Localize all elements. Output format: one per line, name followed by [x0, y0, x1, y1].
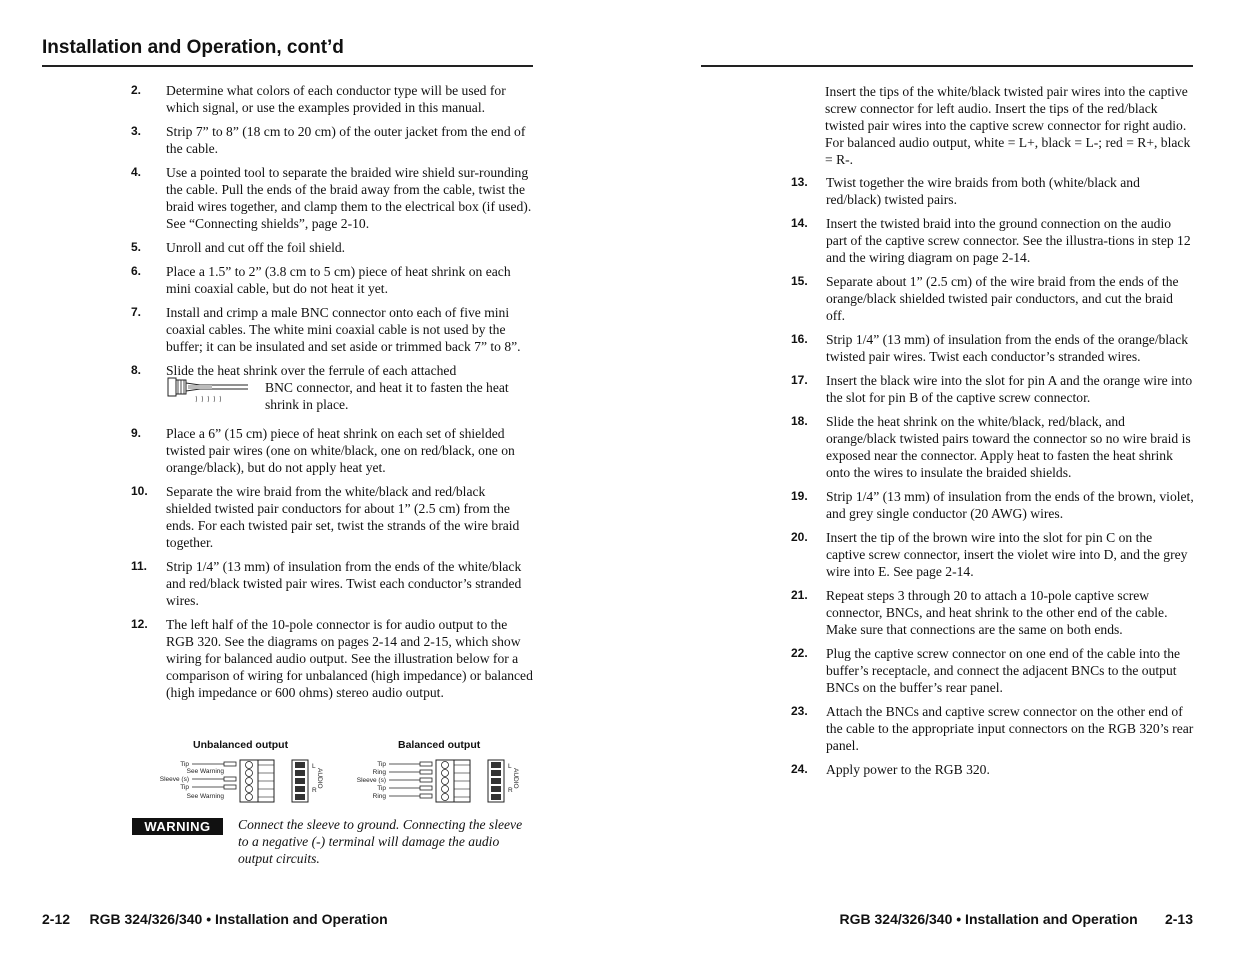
list-item: [791, 645, 1194, 696]
footer-left: [42, 911, 388, 927]
unbalanced-label: See Warning: [186, 793, 224, 800]
step-number: 15.: [791, 274, 808, 288]
channel-label: R: [312, 787, 317, 794]
step-text: Separate the wire braid from the white/black and red/black shielded twisted pair conductors for about 1” (2.5 cm) from the ends. For each twisted pair set, twist the strands of the wire braid together.: [166, 484, 520, 550]
step-number: 19.: [791, 489, 808, 503]
step-number: 22.: [791, 646, 808, 660]
step-number: 4.: [131, 165, 142, 179]
bnc-connector-heat-shrink-icon: [166, 374, 248, 404]
audio-label: AUDIO: [316, 768, 323, 789]
step-text: Attach the BNCs and captive screw connector on the other end of the cable to the appropriate input connectors on the RGB 320’s rear panel.: [826, 704, 1194, 753]
balanced-label: Sleeve (s): [356, 777, 386, 784]
step-number: 2.: [131, 83, 142, 97]
step-text: Strip 1/4” (13 mm) of insulation from the ends of the orange/black twisted pair wires. Twist each conductor’s stranded wires.: [826, 332, 1189, 364]
channel-label: R: [508, 787, 513, 794]
list-item: [131, 616, 534, 701]
right-steps-list: [791, 174, 1194, 785]
list-item: [131, 425, 534, 476]
step-number: 11.: [131, 559, 148, 573]
channel-label: L: [312, 763, 316, 770]
step-number: 18.: [791, 414, 808, 428]
step8-block: [166, 362, 534, 418]
step-number: 3.: [131, 124, 142, 138]
balanced-diagram: [357, 760, 519, 802]
step-number: 24.: [791, 762, 808, 776]
list-item: [791, 273, 1194, 324]
list-item: [131, 483, 534, 551]
step12-continuation: Insert the tips of the white/black twisted pair wires into the captive screw connector for left audio. Insert the tips of the red/black twisted pair wires into the captive screw connector for right audio. For balanced audio output, white = L+, black = L-; red = R+, black = R-.: [825, 84, 1191, 167]
step-number: 14.: [791, 216, 808, 230]
step-text: Place a 1.5” to 2” (3.8 cm to 5 cm) piece of heat shrink on each mini coaxial cable, but do not heat it yet.: [166, 264, 511, 296]
list-item: [791, 488, 1194, 522]
step-number: 23.: [791, 704, 808, 718]
step-text: Unroll and cut off the foil shield.: [166, 240, 346, 255]
page-number: 2-13: [1164, 911, 1193, 927]
step-text: Apply power to the RGB 320.: [826, 762, 990, 777]
step-number: 12.: [131, 617, 148, 631]
step-text: Insert the tip of the brown wire into the slot for pin C on the captive screw connector, insert the violet wire into D, and the grey wire into E. See page 2-14.: [826, 530, 1188, 579]
footer-right: [840, 911, 1193, 927]
audio-wiring-diagrams: [158, 738, 538, 808]
list-item: [131, 362, 534, 418]
list-item: [791, 215, 1194, 266]
footer-title: RGB 324/326/340 • Installation and Operation: [89, 911, 388, 927]
list-item: [131, 558, 534, 609]
audio-label: AUDIO: [512, 768, 519, 789]
step-number: 21.: [791, 588, 808, 602]
step-text: Slide the heat shrink on the white/black, red/black, and orange/black twisted pairs toward the connector so no wire braid is exposed near the connector. Apply heat to fasten the heat shrink onto the wires to insulate the braided shields.: [826, 414, 1191, 480]
step-text: Plug the captive screw connector on one end of the cable into the buffer’s receptacle, and connect the adjacent BNCs to the output BNCs on the buffer’s rear panel.: [826, 646, 1181, 695]
step-text: Strip 7” to 8” (18 cm to 20 cm) of the outer jacket from the end of the cable.: [166, 124, 526, 156]
list-item: [791, 174, 1194, 208]
step-text: Separate about 1” (2.5 cm) of the wire braid from the ends of the orange/black shielded twisted pair conductors, and cut the braid off.: [826, 274, 1179, 323]
balanced-label: Ring: [372, 793, 386, 800]
step-number: 7.: [131, 305, 142, 319]
footer-title: RGB 324/326/340 • Installation and Operation: [839, 911, 1138, 927]
step-text: Insert the twisted braid into the ground connection on the audio part of the captive screw connector. See the illustra-tions in step 12 and the wiring diagram on page 2-14.: [826, 216, 1191, 265]
page-number: 2-12: [42, 911, 71, 927]
step-number: 17.: [791, 373, 808, 387]
step-text: The left half of the 10-pole connector is for audio output to the RGB 320. See the diagrams on pages 2-14 and 2-15, which show wiring for balanced audio output. See the illustration below for a comparison of wiring for unbalanced (high impedance) or balanced (high impedance or 600 ohms) stereo audio output.: [166, 617, 533, 700]
list-item: [131, 304, 534, 355]
step-text: Insert the black wire into the slot for pin A and the orange wire into the slot for pin B of the captive screw connector.: [826, 373, 1193, 405]
step-text: Determine what colors of each conductor type will be used for which signal, or use the examples provided in this manual.: [166, 83, 506, 115]
unbalanced-label: Sleeve (s): [159, 776, 189, 783]
unbalanced-title: Unbalanced output: [193, 739, 289, 751]
step-number: 9.: [131, 426, 142, 440]
step-number: 8.: [131, 363, 142, 377]
list-item: [791, 761, 1194, 778]
list-item: [791, 703, 1194, 754]
step-text: Place a 6” (15 cm) piece of heat shrink on each set of shielded twisted pair wires (one on white/black, one on red/black, one on orange/black), but do not apply heat yet.: [166, 426, 515, 475]
warning-text: Connect the sleeve to ground. Connecting the sleeve to a negative (-) terminal will damage the audio output circuits.: [238, 817, 523, 866]
balanced-label: Tip: [377, 761, 386, 768]
warning-badge: WARNING: [132, 818, 223, 835]
step-number: 10.: [131, 484, 148, 498]
step-text: BNC connector, and heat it to fasten the heat shrink in place.: [265, 380, 509, 412]
wiring-diagram-graphic: [158, 738, 538, 808]
step-number: 20.: [791, 530, 808, 544]
list-item: [791, 529, 1194, 580]
step-number: 13.: [791, 175, 808, 189]
balanced-title: Balanced output: [398, 739, 481, 751]
step-text: Use a pointed tool to separate the braided wire shield sur-rounding the cable. Pull the ends of the braid away from the cable, twist the braid wires together, and clamp them to the electrical box (if used). See “Connecting shields”, page 2-10.: [166, 165, 532, 231]
left-steps-list: [131, 82, 534, 708]
unbalanced-label: See Warning: [186, 768, 224, 775]
list-item: [131, 123, 534, 157]
channel-label: L: [508, 763, 512, 770]
list-item: [791, 372, 1194, 406]
unbalanced-label: Tip: [180, 784, 189, 791]
step-text: Strip 1/4” (13 mm) of insulation from the ends of the brown, violet, and grey single conductor (20 AWG) wires.: [826, 489, 1194, 521]
header-rule-right: [701, 65, 1193, 67]
page-title: Installation and Operation, cont’d: [42, 37, 344, 58]
step-number: 5.: [131, 240, 142, 254]
unbalanced-diagram: [160, 760, 323, 802]
list-item: [131, 82, 534, 116]
balanced-label: Ring: [372, 769, 386, 776]
header-rule-left: [42, 65, 533, 67]
unbalanced-label: Tip: [180, 761, 189, 768]
list-item: [791, 587, 1194, 638]
balanced-label: Tip: [377, 785, 386, 792]
step-text: Repeat steps 3 through 20 to attach a 10-pole captive screw connector, BNCs, and heat shrink to the other end of the cable. Make sure that connections are the same on both ends.: [826, 588, 1168, 637]
step-text: Twist together the wire braids from both (white/black and red/black) twisted pairs.: [826, 175, 1140, 207]
list-item: [791, 331, 1194, 365]
list-item: [791, 413, 1194, 481]
list-item: [131, 164, 534, 232]
list-item: [131, 239, 534, 256]
step-number: 16.: [791, 332, 808, 346]
step-text: Install and crimp a male BNC connector onto each of five mini coaxial cables. The white mini coaxial cable is not used by the buffer; it can be insulated and set aside or trimmed back 7” to 8”.: [166, 305, 521, 354]
step-text: Strip 1/4” (13 mm) of insulation from the ends of the white/black and red/black twisted pair wires. Twist each conductor’s stranded wires.: [166, 559, 522, 608]
step-number: 6.: [131, 264, 142, 278]
list-item: [131, 263, 534, 297]
step-text: Slide the heat shrink over the ferrule of each attached: [166, 363, 457, 378]
